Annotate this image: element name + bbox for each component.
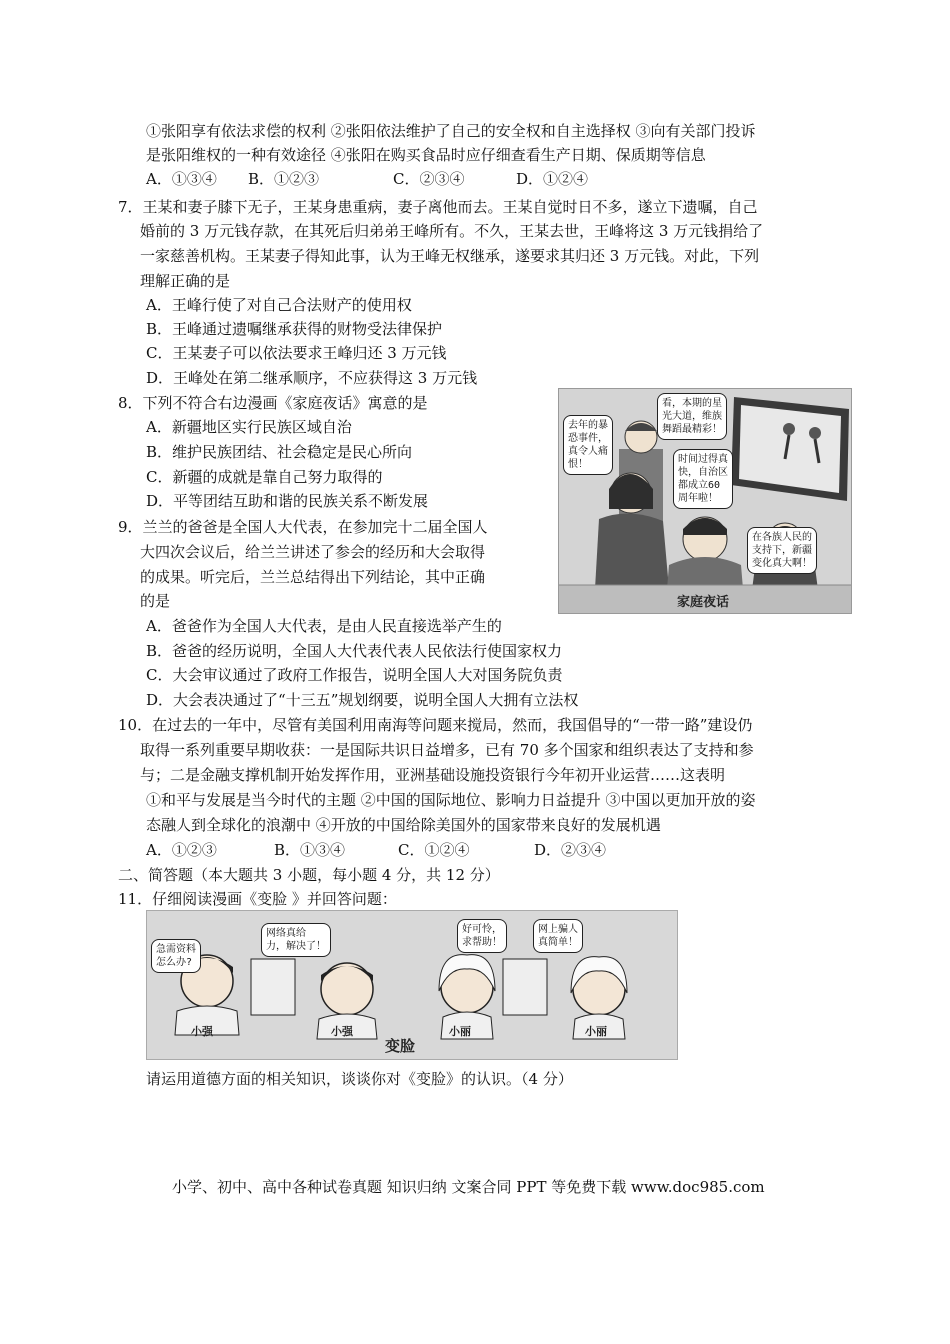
q6-option-c: C．②③④	[393, 170, 465, 188]
q9-option-c: C．大会审议通过了政府工作报告，说明全国人大对国务院负责	[146, 666, 563, 684]
q6-statement-line2: 是张阳维权的一种有效途径 ④张阳在购买食品时应仔细查看生产日期、保质期等信息	[146, 146, 706, 164]
comic1-caption: 家庭夜话	[677, 595, 730, 610]
q11-stem: 11．仔细阅读漫画《变脸 》并回答问题：	[118, 890, 397, 908]
comic2-name-xiaoli-2: 小丽	[585, 1025, 607, 1038]
q7-option-b: B．王峰通过遗嘱继承获得的财物受法律保护	[146, 320, 443, 338]
q6-option-a: A．①③④	[146, 170, 217, 188]
q9-option-b: B．爸爸的经历说明，全国人大代表代表人民依法行使国家权力	[146, 642, 563, 660]
comic1-bubble-3: 时间过得真 快，自治区 都成立60 周年啦！	[673, 449, 733, 509]
q6-options	[146, 168, 588, 190]
q7-option-a: A．王峰行使了对自己合法财产的使用权	[146, 296, 412, 314]
q8-option-c: C．新疆的成就是靠自己努力取得的	[146, 468, 383, 486]
q8-option-d: D．平等团结互助和谐的民族关系不断发展	[146, 492, 429, 510]
face-change-comic	[146, 910, 678, 1060]
q7-option-c: C．王某妻子可以依法要求王峰归还 3 万元钱	[146, 344, 447, 362]
q11-question: 请运用道德方面的相关知识，谈谈你对《变脸》的认识。（4 分）	[146, 1070, 573, 1088]
q9-option-a: A．爸爸作为全国人大代表，是由人民直接选举产生的	[146, 617, 502, 635]
comic1-bubble-4: 在各族人民的 支持下，新疆 变化真大啊！	[747, 527, 817, 574]
q7-stem-line3: 一家慈善机构。王某妻子得知此事，认为王峰无权继承，遂要求其归还 3 万元钱。对此，下列	[140, 247, 760, 265]
comic2-name-xiaoqiang-1: 小强	[191, 1025, 213, 1038]
q9-option-d: D．大会表决通过了“十三五”规划纲要，说明全国人大拥有立法权	[146, 691, 579, 709]
comic2-name-xiaoli-1: 小丽	[449, 1025, 471, 1038]
q7-stem-line4: 理解正确的是	[140, 272, 231, 290]
q10-stem-line1: 10．在过去的一年中，尽管有美国利用南海等问题来搅局，然而，我国倡导的“一带一路”建设仍	[118, 716, 753, 734]
q8-option-a: A．新疆地区实行民族区域自治	[146, 418, 352, 436]
q7-stem-line1: 7．王某和妻子膝下无子，王某身患重病，妻子离他而去。王某自觉时日不多，遂立下遗嘱，自己	[118, 198, 758, 216]
q10-options	[146, 839, 606, 861]
page-footer: 小学、初中、高中各种试卷真题 知识归纳 文案合同 PPT 等免费下载 www.doc985.com	[172, 1178, 765, 1196]
comic2-name-xiaoqiang-2: 小强	[331, 1025, 353, 1038]
q10-statement-line1: ①和平与发展是当今时代的主题 ②中国的国际地位、影响力日益提升 ③中国以更加开放的姿	[146, 791, 756, 809]
q7-stem-line2: 婚前的 3 万元钱存款，在其死后归弟弟王峰所有。不久，王某去世，王峰将这 3 万元钱捐给了	[140, 222, 764, 240]
q6-option-b: B．①②③	[248, 170, 320, 188]
q9-stem-line4: 的是	[140, 592, 171, 610]
q9-stem-line2: 大四次会议后，给兰兰讲述了参会的经历和大会取得	[140, 543, 486, 561]
q9-stem-line1: 9．兰兰的爸爸是全国人大代表，在参加完十二届全国人	[118, 518, 488, 536]
q10-stem-line2: 取得一系列重要早期收获：一是国际共识日益增多，已有 70 多个国家和组织表达了支持和参	[140, 741, 754, 759]
section-2-heading: 二、简答题（本大题共 3 小题，每小题 4 分，共 12 分）	[118, 866, 500, 884]
q10-option-c: C．①②④	[398, 841, 470, 859]
q10-stem-line3: 与；二是金融支撑机制开始发挥作用，亚洲基础设施投资银行今年初开业运营……这表明	[140, 766, 726, 784]
comic2-caption: 变脸	[385, 1037, 416, 1055]
comic2-bubble-1: 急需资料 怎么办?	[151, 939, 201, 973]
comic1-bubble-2: 看，本期的星 光大道，维族 舞蹈最精彩！	[657, 393, 727, 440]
q7-option-d: D．王峰处在第二继承顺序，不应获得这 3 万元钱	[146, 369, 478, 387]
q10-option-d: D．②③④	[534, 841, 607, 859]
q9-stem-line3: 的成果。听完后，兰兰总结得出下列结论，其中正确	[140, 568, 486, 586]
q10-statement-line2: 态融人到全球化的浪潮中 ④开放的中国给除美国外的国家带来良好的发展机遇	[146, 816, 661, 834]
comic2-bubble-3: 好可怜， 求帮助！	[457, 919, 507, 953]
q10-option-b: B．①③④	[274, 841, 346, 859]
comic1-bubble-1: 去年的暴 恐事件， 真令人痛 恨！	[563, 415, 613, 475]
comic2-bubble-4: 网上骗人 真简单！	[533, 919, 583, 953]
q10-option-a: A．①②③	[146, 841, 217, 859]
q8-stem: 8．下列不符合右边漫画《家庭夜话》寓意的是	[118, 394, 428, 412]
q6-option-d: D．①②④	[516, 170, 589, 188]
q6-statement-line1: ①张阳享有依法求偿的权利 ②张阳依法维护了自己的安全权和自主选择权 ③向有关部门投诉	[146, 122, 756, 140]
family-night-talk-comic	[558, 388, 852, 614]
q8-option-b: B．维护民族团结、社会稳定是民心所向	[146, 443, 413, 461]
comic2-bubble-2: 网络真给 力，解决了！	[261, 923, 331, 957]
